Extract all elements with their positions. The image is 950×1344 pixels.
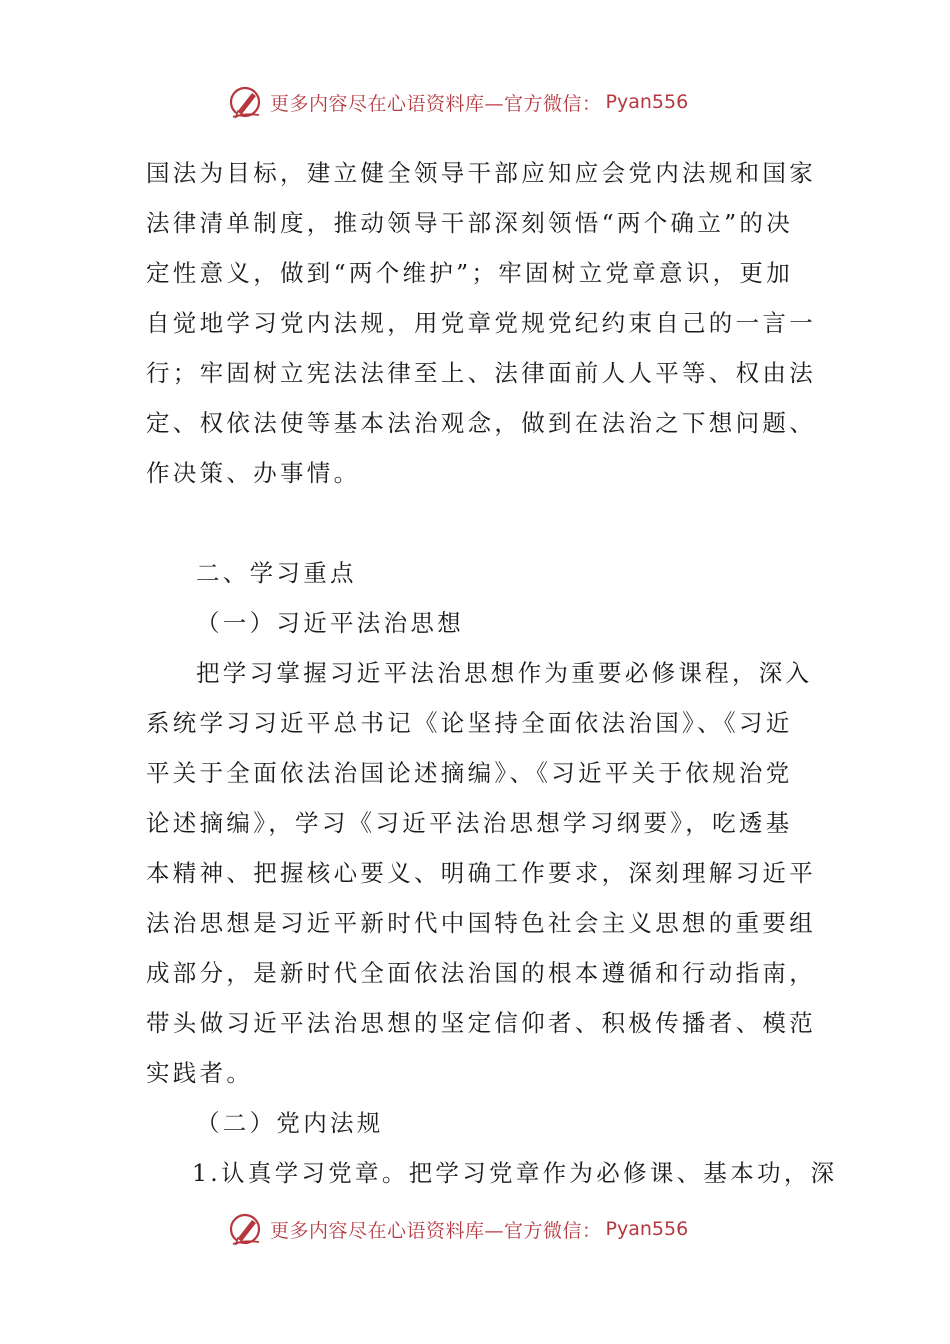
text-line: 作决策、办事情。 (146, 459, 361, 487)
text-line: 系统学习习近平总书记《论坚持全面依法治国》、《习近 (146, 709, 793, 737)
text-line: 定性意义，做到“两个维护”；牢固树立党章意识，更加 (146, 259, 794, 287)
text-line: 本精神、把握核心要义、明确工作要求，深刻理解习近平 (146, 859, 816, 887)
watermark-handle: Pyan556 (605, 91, 689, 113)
numbered-item: 1.认真学习党章。把学习党章作为必修课、基本功，深 (192, 1159, 838, 1187)
text-line: 带头做习近平法治思想的坚定信仰者、积极传播者、模范 (146, 1009, 816, 1037)
header-watermark (228, 82, 688, 122)
text-line: 行；牢固树立宪法法律至上、法律面前人人平等、权由法 (146, 359, 816, 387)
watermark-text: 更多内容尽在心语资料库—官方微信： (270, 92, 602, 115)
watermark-text: 更多内容尽在心语资料库—官方微信： (270, 1219, 602, 1242)
watermark-handle: Pyan556 (605, 1218, 689, 1240)
text-line: 国法为目标，建立健全领导干部应知应会党内法规和国家 (146, 159, 816, 187)
text-line: 法治思想是习近平新时代中国特色社会主义思想的重要组 (146, 909, 816, 937)
text-line: 定、权依法使等基本法治观念，做到在法治之下想问题、 (146, 409, 816, 437)
text-line: 自觉地学习党内法规，用党章党规党纪约束自己的一言一 (146, 309, 816, 337)
text-line: 成部分，是新时代全面依法治国的根本遵循和行动指南， (146, 959, 816, 987)
text-line: 法律清单制度，推动领导干部深刻领悟“两个确立”的决 (146, 209, 794, 237)
subsection-heading: （二）党内法规 (196, 1109, 384, 1137)
blank-line (146, 498, 806, 548)
text-line: 实践者。 (146, 1059, 254, 1087)
text-line: 平关于全面依法治国论述摘编》、《习近平关于依规治党 (146, 759, 793, 787)
section-heading: 二、学习重点 (196, 559, 357, 587)
document-body (146, 148, 838, 1198)
text-line: 论述摘编》，学习《习近平法治思想学习纲要》，吃透基 (146, 809, 793, 837)
pen-logo-icon (228, 1211, 264, 1247)
subsection-heading: （一）习近平法治思想 (196, 609, 464, 637)
text-line: 把学习掌握习近平法治思想作为重要必修课程，深入 (196, 659, 813, 687)
footer-watermark (228, 1209, 688, 1249)
pen-logo-icon (228, 84, 264, 120)
